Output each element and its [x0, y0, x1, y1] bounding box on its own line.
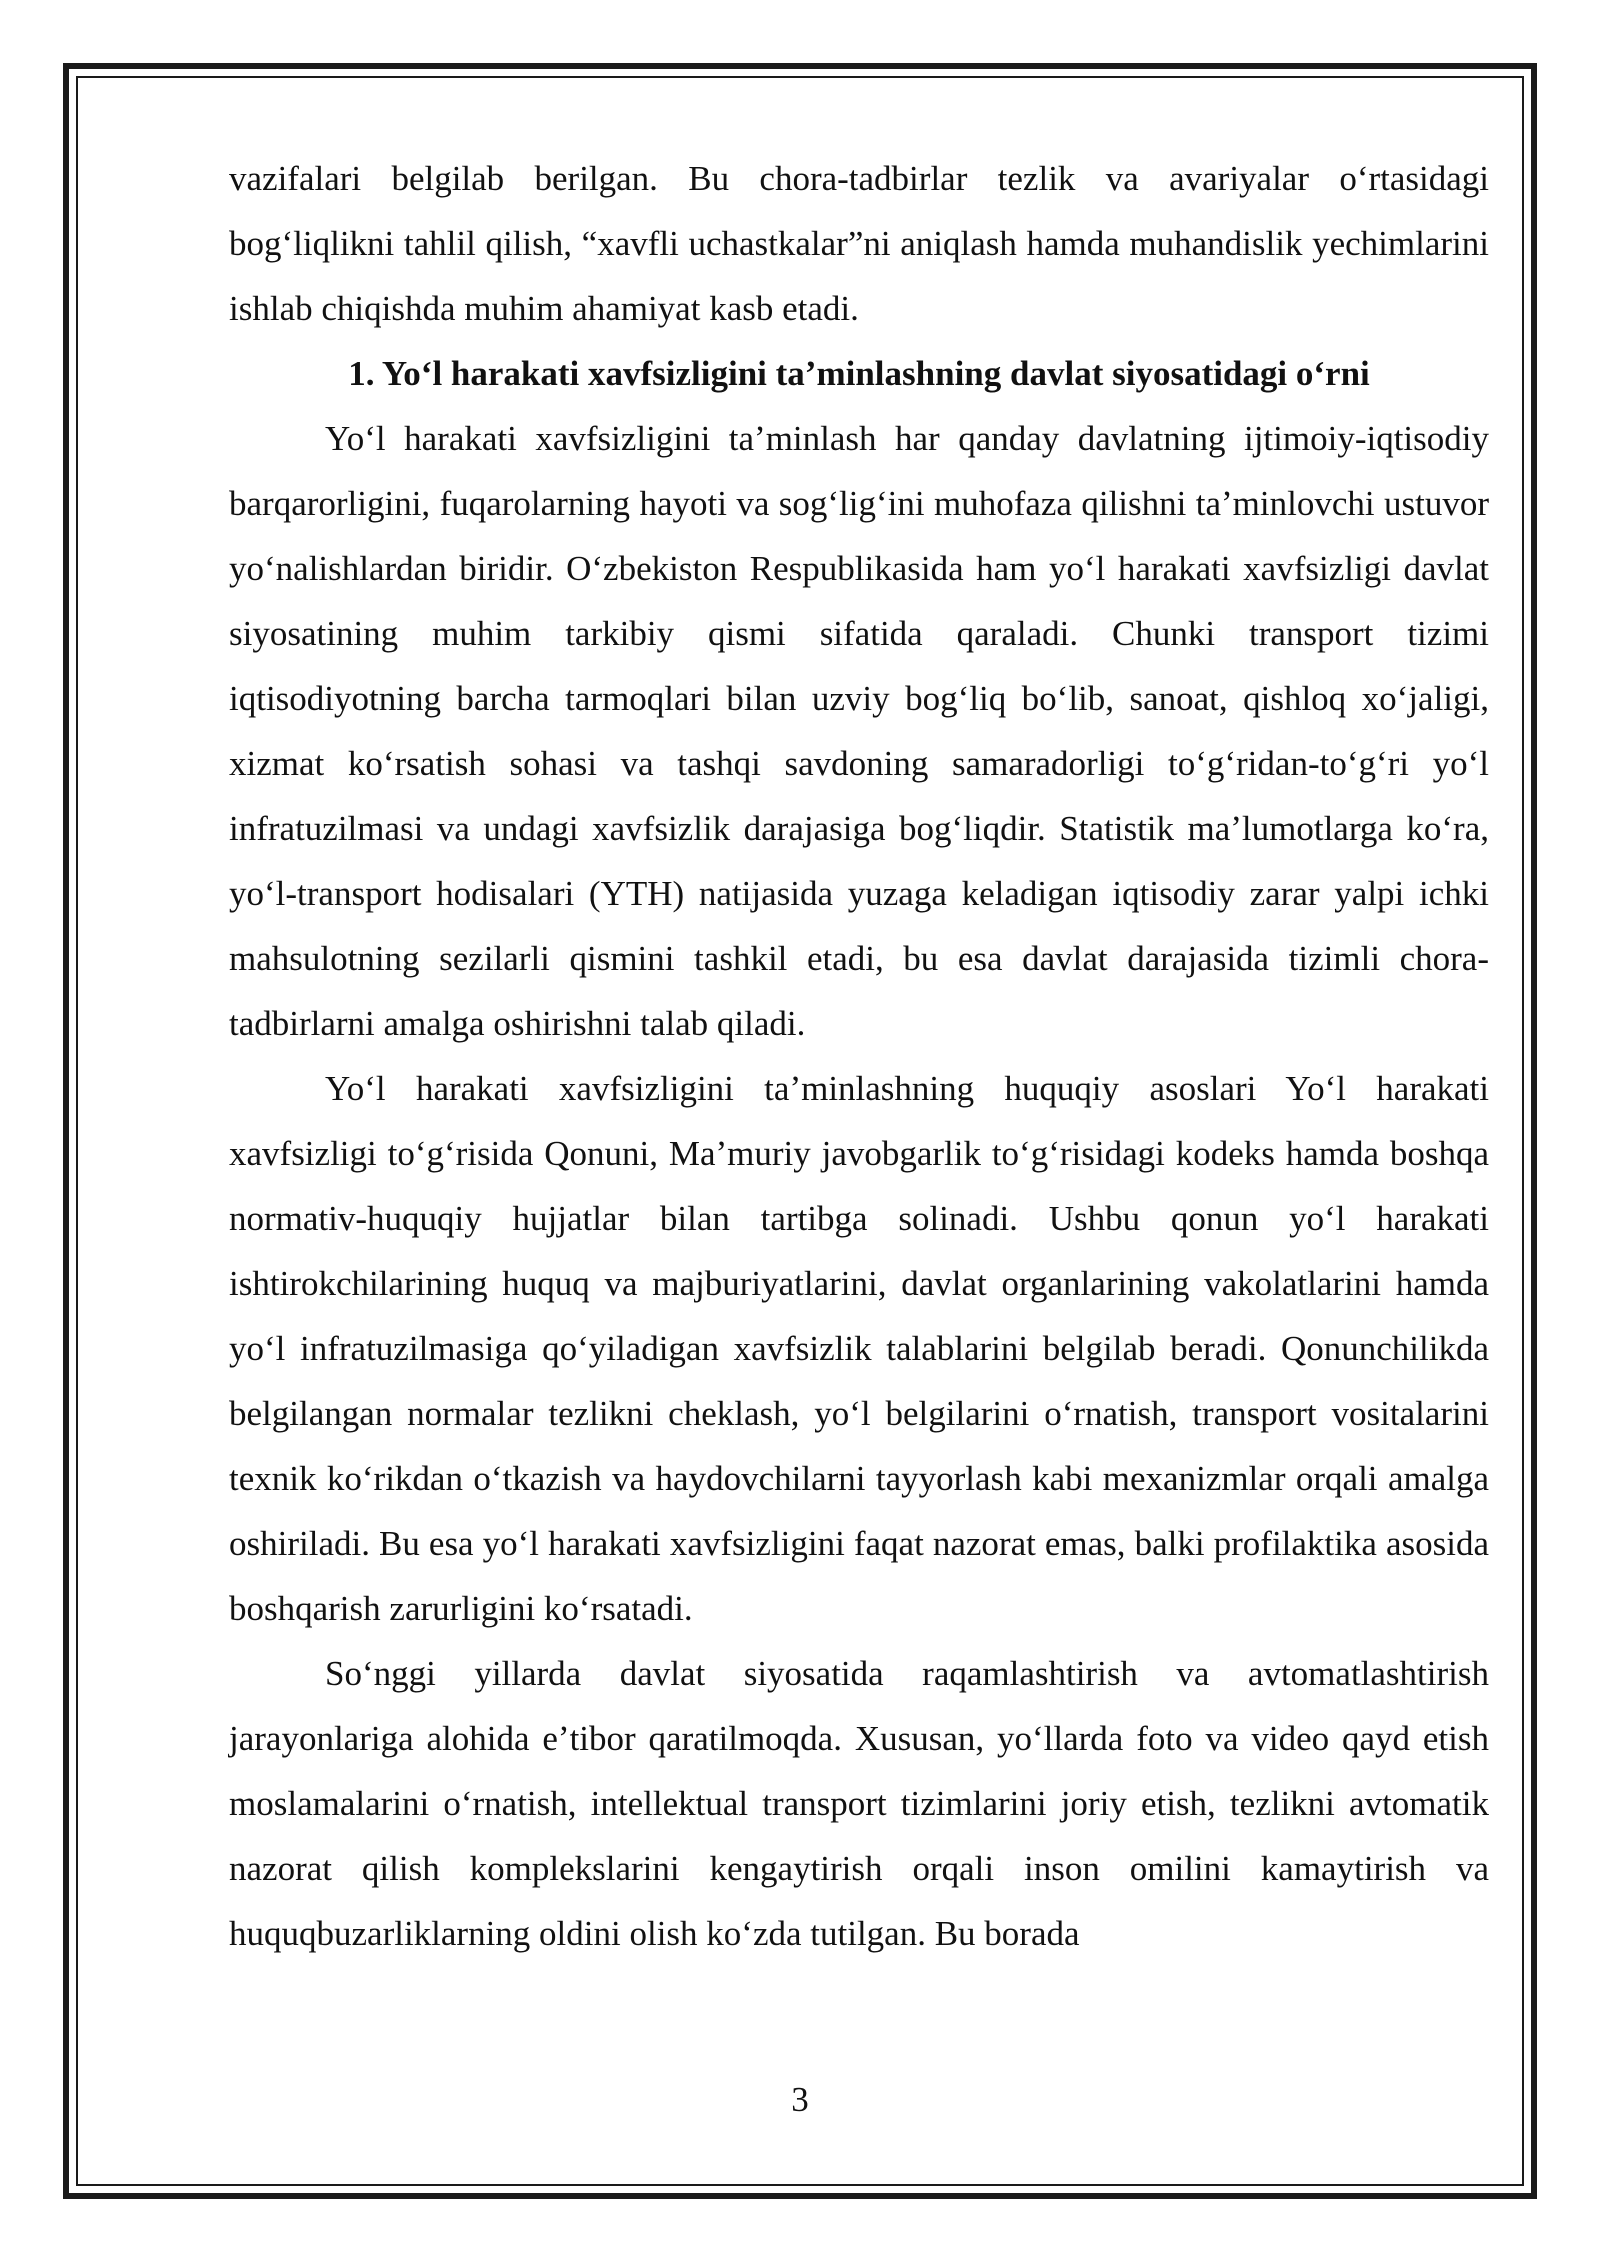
- page-number: 3: [791, 2080, 809, 2119]
- section-heading: 1. Yoʻl harakati xavfsizligini taʼminlashning davlat siyosatidagi oʻrni: [348, 354, 1370, 393]
- continuation-paragraph: vazifalari belgilab berilgan. Bu chora-tadbirlar tezlik va avariyalar oʻrtasidagi bogʻliqlikni tahlil qilish, “xavfli uchastkalar”ni aniqlash hamda muhandislik yechimlarini ishlab chiqishda muhim ahamiyat kasb etadi.: [229, 159, 1489, 328]
- page-body: [229, 146, 1489, 1966]
- body-paragraph-3: Soʻnggi yillarda davlat siyosatida raqamlashtirish va avtomatlashtirish jarayonlariga alohida eʼtibor qaratilmoqda. Xususan, yoʻllarda foto va video qayd etish moslamalarini oʻrnatish, intellektual transport tizimlarini joriy etish, tezlikni avtomatik nazorat qilish komplekslarini kengaytirish orqali inson omilini kamaytirish va huquqbuzarliklarning oldini olish koʻzda tutilgan. Bu borada: [229, 1654, 1489, 1953]
- body-paragraph-2: Yoʻl harakati xavfsizligini taʼminlashning huquqiy asoslari Yoʻl harakati xavfsizligi toʻgʻrisida Qonuni, Maʼmuriy javobgarlik toʻgʻrisidagi kodeks hamda boshqa normativ-huquqiy hujjatlar bilan tartibga solinadi. Ushbu qonun yoʻl harakati ishtirokchilarining huquq va majburiyatlarini, davlat organlarining vakolatlarini hamda yoʻl infratuzilmasiga qoʻyiladigan xavfsizlik talablarini belgilab beradi. Qonunchilikda belgilangan normalar tezlikni cheklash, yoʻl belgilarini oʻrnatish, transport vositalarini texnik koʻrikdan oʻtkazish va haydovchilarni tayyorlash kabi mexanizmlar orqali amalga oshiriladi. Bu esa yoʻl harakati xavfsizligini faqat nazorat emas, balki profilaktika asosida boshqarish zarurligini koʻrsatadi.: [229, 1069, 1489, 1628]
- body-paragraph-1: Yoʻl harakati xavfsizligini taʼminlash har qanday davlatning ijtimoiy-iqtisodiy barqarorligini, fuqarolarning hayoti va sogʻligʻini muhofaza qilishni taʼminlovchi ustuvor yoʻnalishlardan biridir. Oʻzbekiston Respublikasida ham yoʻl harakati xavfsizligi davlat siyosatining muhim tarkibiy qismi sifatida qaraladi. Chunki transport tizimi iqtisodiyotning barcha tarmoqlari bilan uzviy bogʻliq boʻlib, sanoat, qishloq xoʻjaligi, xizmat koʻrsatish sohasi va tashqi savdoning samaradorligi toʻgʻridan-toʻgʻri yoʻl infratuzilmasi va undagi xavfsizlik darajasiga bogʻliqdir. Statistik maʼlumotlarga koʻra, yoʻl-transport hodisalari (YTH) natijasida yuzaga keladigan iqtisodiy zarar yalpi ichki mahsulotning sezilarli qismini tashkil etadi, bu esa davlat darajasida tizimli chora-tadbirlarni amalga oshirishni talab qiladi.: [229, 419, 1489, 1043]
